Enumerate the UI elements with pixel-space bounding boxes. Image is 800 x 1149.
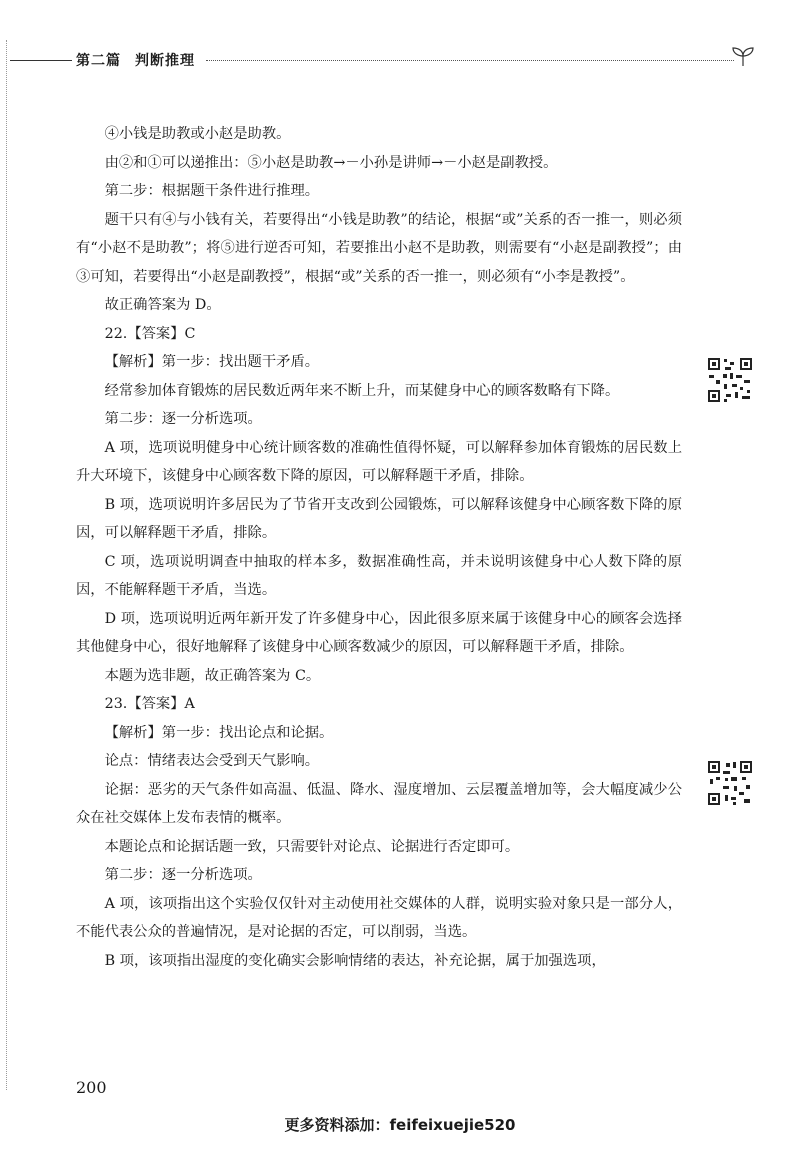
paragraph: 由②和①可以递推出：⑤小赵是助教→－小孙是讲师→－小赵是副教授。 [104,154,558,171]
binding-margin [6,40,9,1090]
body-text [76,120,682,975]
header-rule-right [206,60,734,61]
paragraph: B 项，选项说明许多居民为了节省开支改到公园锻炼，可以解释该健身中心顾客数下降的原因，可以解释题干矛盾，排除。 [76,496,682,541]
paragraph: 经常参加体育锻炼的居民数近两年来不断上升，而某健身中心的顾客数略有下降。 [104,382,620,399]
paragraph: 第二步：根据题干条件进行推理。 [104,183,320,199]
paragraph: ④小钱是助教或小赵是助教。 [104,126,291,142]
paragraph: B 项，该项指出湿度的变化确实会影响情绪的表达，补充论据，属于加强选项， [104,952,606,969]
paragraph: C 项，选项说明调查中抽取的样本多，数据准确性高，并未说明该健身中心人数下降的原因，不能解释题干矛盾，当选。 [76,553,682,598]
sprout-icon [730,44,756,68]
paragraph: 故正确答案为 D。 [104,297,221,313]
paragraph: 论点：情绪表达会受到天气影响。 [104,753,320,769]
paragraph: A 项，该项指出这个实验仅仅针对主动使用社交媒体的人群，说明实验对象只是一部分人，不能代表公众的普遍情况，是对论据的否定，可以削弱，当选。 [76,895,682,940]
qr-code-icon [706,356,754,404]
paragraph: D 项，选项说明近两年新开发了许多健身中心，因此很多原来属于该健身中心的顾客会选择其他健身中心，很好地解释了该健身中心顾客数减少的原因，可以解释题干矛盾，排除。 [76,610,682,655]
paragraph: 23.【答案】A [104,696,195,712]
paragraph: 【解析】第一步：找出题干矛盾。 [104,354,320,370]
qr-code-icon [706,759,754,807]
paragraph: 本题为选非题，故正确答案为 C。 [104,667,321,684]
paragraph: 题干只有④与小钱有关，若要得出“小钱是助教”的结论，根据“或”关系的否一推一，则必须有“小赵不是助教”；将⑤进行逆否可知，若要推出小赵不是助教，则需要有“小赵是副教授”；由③可知，若要得出“小赵是副教授”，根据“或”关系的否一推一，则必须有“小李是教授”。 [76,211,682,285]
header-rule-left [10,60,72,61]
paragraph: 论据：恶劣的天气条件如高温、低温、降水、湿度增加、云层覆盖增加等，会大幅度减少公众在社交媒体上发布表情的概率。 [76,781,682,826]
page-number: 200 [76,1078,107,1097]
header-title [76,50,209,70]
page-header [0,44,800,84]
paragraph: 【解析】第一步：找出论点和论据。 [104,724,334,741]
header-section: 判断推理 [135,53,195,69]
paragraph: 第二步：逐一分析选项。 [104,411,262,427]
paragraph: 本题论点和论据话题一致，只需要针对论点、论据进行否定即可。 [104,838,520,855]
header-part: 第二篇 [76,53,121,69]
paragraph: 第二步：逐一分析选项。 [104,867,262,883]
footer-promo-text: 更多资料添加：feifeixuejie520 [284,1116,516,1134]
paragraph: 22.【答案】C [104,325,196,342]
paragraph: A 项，选项说明健身中心统计顾客数的准确性值得怀疑，可以解释参加体育锻炼的居民数上升大环境下，该健身中心顾客数下降的原因，可以解释题干矛盾，排除。 [76,439,682,484]
